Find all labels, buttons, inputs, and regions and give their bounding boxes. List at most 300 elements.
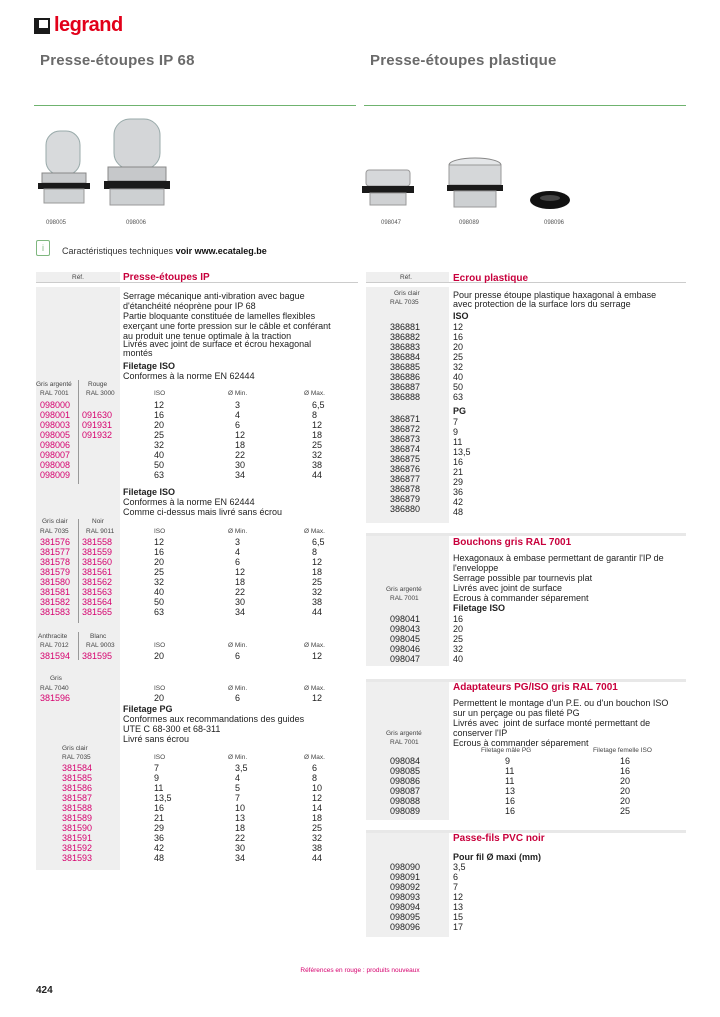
col-head-max: Ø Max. [304,754,325,761]
ref-list [62,763,92,863]
value-cell: 42 [453,497,464,507]
value-cell: 20 [453,624,464,634]
value-list [620,756,630,816]
min-cell: 30 [235,843,246,853]
ref-cell: 381558 [82,537,113,547]
ref-cell: 098087 [390,786,421,796]
min-cell: 7 [235,793,241,803]
max-cell: 18 [312,567,323,577]
value-cell: 20 [620,776,631,786]
iso-cell: 7 [154,763,160,773]
ref-cell: 098093 [390,892,421,902]
max-cell: 12 [312,651,323,661]
ref-cell: 381584 [62,763,93,773]
ref-cell: 098088 [390,796,421,806]
max-cell: 25 [312,440,323,450]
col-head: Anthracite [38,633,68,640]
value-cell: 36 [453,487,464,497]
ref-list [390,614,420,664]
min-cell: 22 [235,450,246,460]
value-cell: 9 [453,427,459,437]
value-cell: 16 [453,614,464,624]
value-list [312,537,325,617]
value-cell: 50 [453,382,464,392]
subtitle-pg: Filetage PG [123,704,173,714]
value-cell: 13 [453,902,464,912]
col-head: RAL 7035 [40,528,69,535]
max-cell: 6,5 [312,400,325,410]
col-head: Filetage femelle ISO [593,747,652,754]
desc-line: avec protection de la surface lors du serrage [453,299,631,309]
value-list [312,763,322,863]
value-list [505,756,515,816]
col-head: RAL 3000 [86,390,115,397]
desc-line: Serrage possible par tournevis plat [453,573,593,583]
subtitle-note: UTE C 68-300 et 68-311 [123,724,221,734]
ref-cell: 091932 [82,430,113,440]
product-image-098006 [100,115,180,215]
min-cell: 30 [235,597,246,607]
ref-cell: 381576 [40,537,71,547]
ref-cell: 386877 [390,474,421,484]
ref-cell: 386880 [390,504,421,514]
ref-cell: 381578 [40,557,71,567]
ref-cell: 098091 [390,872,421,882]
ref-cell: 381559 [82,547,113,557]
ref-cell: 381586 [62,783,93,793]
iso-cell: 63 [154,470,165,480]
max-cell: 10 [312,783,323,793]
iso-cell: 12 [154,537,165,547]
ref-list [82,651,112,661]
col-head: Gris clair [42,518,68,525]
col-head: Gris argenté [36,381,72,388]
ref-cell: 381588 [62,803,93,813]
legrand-logo [34,14,123,37]
min-cell: 18 [235,440,246,450]
min-cell: 4 [235,410,241,420]
ref-cell: 098095 [390,912,421,922]
max-cell: 18 [312,813,323,823]
col-head-max: Ø Max. [304,390,325,397]
subtitle-iso: Filetage ISO [453,603,506,613]
subtitle-iso: Filetage ISO [123,487,176,497]
ref-cell: 098003 [40,420,71,430]
value-list [154,693,164,703]
col-head: Gris [50,675,62,682]
col-head-min: Ø Min. [228,390,248,397]
subtitle-norm: Conformes à la norme EN 62444 [123,371,255,381]
product-image-098096 [528,188,572,212]
section-title-adaptateurs: Adaptateurs PG/ISO gris RAL 7001 [453,682,618,693]
ref-cell: 386888 [390,392,421,402]
min-cell: 18 [235,823,246,833]
value-cell: 17 [453,922,464,932]
max-cell: 25 [312,823,323,833]
ref-cell: 098007 [40,450,71,460]
max-cell: 6,5 [312,537,325,547]
max-cell: 12 [312,420,323,430]
ref-cell: 386878 [390,484,421,494]
max-cell: 32 [312,833,323,843]
value-cell: 16 [453,457,464,467]
ref-cell: 381561 [82,567,113,577]
value-cell: 16 [453,332,464,342]
max-cell: 12 [312,793,323,803]
col-head-iso: ISO [154,528,166,535]
value-cell: 12 [453,322,464,332]
max-cell: 8 [312,410,318,420]
image-caption: 098096 [544,220,565,226]
ref-cell [82,470,112,480]
desc-line: montés [123,348,153,358]
value-cell: 16 [620,756,631,766]
iso-cell: 16 [154,410,165,420]
col-head: RAL 7035 [390,299,419,306]
ref-cell: 381580 [40,577,71,587]
ref-cell: 386887 [390,382,421,392]
section-title-ecrou: Ecrou plastique [453,273,529,284]
ref-cell: 386872 [390,424,421,434]
image-caption: 098006 [126,220,147,226]
value-list [453,614,463,664]
value-cell: 7 [453,882,459,892]
col-head: RAL 7001 [390,595,419,602]
section-title-presse-etoupes-ip: Presse-étoupes IP [123,272,210,283]
info-icon: i [36,240,50,256]
max-cell: 14 [312,803,323,813]
max-cell: 44 [312,853,323,863]
iso-cell: 50 [154,597,165,607]
ref-cell: 386874 [390,444,421,454]
ref-cell: 381565 [82,607,113,617]
ref-cell: 381587 [62,793,93,803]
heading-left: Presse-étoupes IP 68 [40,52,195,69]
ref-cell: 381590 [62,823,93,833]
col-head: RAL 7001 [390,739,419,746]
value-list [235,400,245,480]
min-cell: 12 [235,430,246,440]
ref-list [40,537,70,617]
ref-cell: 091931 [82,420,113,430]
section-title-passe-fils: Passe-fils PVC noir [453,833,545,844]
image-caption: 098005 [46,220,67,226]
min-cell: 34 [235,853,246,863]
ref-cell: 386879 [390,494,421,504]
max-cell: 38 [312,460,323,470]
col-head: Gris clair [62,745,88,752]
value-list [453,322,463,402]
ref-cell: 098089 [390,806,421,816]
ref-cell [82,460,112,470]
col-head-min: Ø Min. [228,754,248,761]
ref-cell [82,440,112,450]
max-cell: 32 [312,587,323,597]
iso-cell: 20 [154,557,165,567]
max-cell: 12 [312,557,323,567]
subtitle-iso: Filetage ISO [123,361,176,371]
ref-cell: 091630 [82,410,113,420]
iso-cell: 16 [154,803,165,813]
ref-cell [82,450,112,460]
col-head-iso: ISO [154,390,166,397]
ref-cell: 381592 [62,843,93,853]
product-image-098089 [444,155,506,213]
ref-cell: 381562 [82,577,113,587]
min-cell: 6 [235,651,241,661]
ref-cell: 381585 [62,773,93,783]
value-cell: 3,5 [453,862,466,872]
value-list [312,693,322,703]
desc-line: Livrés avec joint de surface monté permettant de [453,718,651,728]
ref-cell: 098009 [40,470,71,480]
ref-cell: 381594 [40,651,71,661]
value-cell: 40 [453,654,464,664]
ref-cell: 098043 [390,624,421,634]
value-list [154,537,164,617]
value-cell: 25 [620,806,631,816]
ref-cell: 098094 [390,902,421,912]
iso-cell: 20 [154,693,165,703]
value-cell: 6 [453,872,459,882]
ref-cell: 381560 [82,557,113,567]
value-cell: 16 [505,796,516,806]
value-list [235,537,245,617]
iso-cell: 20 [154,420,165,430]
ref-cell: 386886 [390,372,421,382]
col-head-max: Ø Max. [304,685,325,692]
min-cell: 3 [235,537,241,547]
section-title-bouchons: Bouchons gris RAL 7001 [453,537,572,548]
value-cell: 13,5 [453,447,471,457]
col-head-max: Ø Max. [304,642,325,649]
value-cell: 40 [453,372,464,382]
max-cell: 38 [312,597,323,607]
iso-cell: 12 [154,400,165,410]
ref-label: Réf. [72,274,84,281]
min-cell: 6 [235,693,241,703]
value-cell: 32 [453,644,464,654]
divider-right [364,105,686,106]
ref-list [390,322,420,402]
ref-cell: 381591 [62,833,93,843]
value-cell: 15 [453,912,464,922]
max-cell: 38 [312,843,323,853]
col-head: RAL 7001 [40,390,69,397]
ref-label: Réf. [400,274,412,281]
subtitle-norm: Conformes à la norme EN 62444 [123,497,255,507]
min-cell: 5 [235,783,241,793]
desc-line: Permettent le montage d'un P.E. ou d'un bouchon ISO [453,698,669,708]
iso-cell: 36 [154,833,165,843]
min-cell: 4 [235,547,241,557]
footer-note: Références en rouge : produits nouveaux [300,967,420,974]
max-cell: 44 [312,470,323,480]
col-head: Blanc [90,633,107,640]
ref-cell: 386882 [390,332,421,342]
subtitle-note: Comme ci-dessus mais livré sans écrou [123,507,283,517]
col-head: RAL 7035 [62,754,91,761]
iso-cell: 21 [154,813,165,823]
iso-cell: 25 [154,567,165,577]
col-head-max: Ø Max. [304,528,325,535]
brand-name: legrand [54,14,123,36]
desc-line: Partie bloquante constituée de lamelles flexibles [123,311,316,321]
col-head: RAL 7040 [40,685,69,692]
max-cell: 18 [312,430,323,440]
ref-cell: 098047 [390,654,421,664]
desc-line: Ecrous à commander séparement [453,738,589,748]
col-head: RAL 9003 [86,642,115,649]
min-cell: 22 [235,833,246,843]
iso-cell: 13,5 [154,793,172,803]
desc-line: Serrage mécanique anti-vibration avec bague [123,291,305,301]
subtitle-note: Livré sans écrou [123,734,190,744]
ref-cell: 098096 [390,922,421,932]
value-cell: 11 [453,437,463,447]
min-cell: 13 [235,813,246,823]
desc-line: Hexagonaux à embase permettant de garantir l'IP de [453,553,664,563]
desc-line: l'enveloppe [453,563,499,573]
divider-left [34,105,356,106]
ref-cell: 098084 [390,756,421,766]
ref-cell: 098001 [40,410,71,420]
min-cell: 10 [235,803,246,813]
value-list [453,862,466,932]
min-cell: 6 [235,557,241,567]
ref-cell: 381581 [40,587,71,597]
ref-cell: 381564 [82,597,113,607]
ref-cell: 381563 [82,587,113,597]
value-list [235,651,240,661]
value-cell: 11 [505,766,515,776]
iso-cell: 32 [154,440,165,450]
iso-cell: 40 [154,587,165,597]
min-cell: 12 [235,567,246,577]
heading-right: Presse-étoupes plastique [370,52,557,69]
ref-cell: 098005 [40,430,71,440]
ref-cell: 381582 [40,597,71,607]
ref-cell: 386873 [390,434,421,444]
col-head-min: Ø Min. [228,528,248,535]
ref-cell: 381589 [62,813,93,823]
page-number: 424 [36,985,53,996]
max-cell: 8 [312,773,318,783]
max-cell: 44 [312,607,323,617]
col-head-iso: ISO [154,685,166,692]
subtitle-iso: ISO [453,311,469,321]
value-cell: 12 [453,892,464,902]
value-list [235,763,248,863]
iso-cell: 48 [154,853,165,863]
ref-cell: 381583 [40,607,71,617]
technical-info[interactable]: Caractéristiques techniques voir www.ecataleg.be [62,246,267,256]
value-list [154,763,172,863]
ref-cell: 098006 [40,440,71,450]
subtitle: Pour fil Ø maxi (mm) [453,852,542,862]
desc-line: exerçant une forte pression sur le câble et conférant [123,321,331,331]
legrand-logo-icon [34,18,50,34]
min-cell: 18 [235,577,246,587]
iso-cell: 16 [154,547,165,557]
ref-cell: 381579 [40,567,71,577]
col-head: Filetage mâle PG [481,747,532,754]
ref-list [390,862,420,932]
product-image-098047 [360,168,416,210]
ref-cell: 098090 [390,862,421,872]
ref-cell: 381577 [40,547,71,557]
ref-list [82,537,112,617]
ref-cell: 098085 [390,766,421,776]
ref-list [390,414,420,514]
value-list [154,400,164,480]
ref-list [390,756,420,816]
iso-cell: 40 [154,450,165,460]
col-head: Rouge [88,381,108,388]
max-cell: 32 [312,450,323,460]
iso-cell: 25 [154,430,165,440]
iso-cell: 20 [154,651,165,661]
min-cell: 3,5 [235,763,248,773]
value-list [312,400,325,480]
ref-cell: 098046 [390,644,421,654]
iso-cell: 29 [154,823,165,833]
min-cell: 22 [235,587,246,597]
subtitle-pg: PG [453,406,467,416]
min-cell: 34 [235,470,246,480]
min-cell: 3 [235,400,241,410]
ref-cell: 386876 [390,464,421,474]
value-cell: 16 [620,766,631,776]
value-cell: 25 [453,352,464,362]
ref-cell: 386884 [390,352,421,362]
desc-line: Ecrous à commander séparement [453,593,589,603]
iso-cell: 32 [154,577,165,587]
iso-cell: 50 [154,460,165,470]
iso-cell: 9 [154,773,160,783]
col-head-min: Ø Min. [228,685,248,692]
value-cell: 16 [505,806,516,816]
ref-cell: 098086 [390,776,421,786]
ref-cell: 098008 [40,460,71,470]
value-list [235,693,240,703]
iso-cell: 42 [154,843,165,853]
ref-cell: 386885 [390,362,421,372]
desc-line: Livrés avec joint de surface [453,583,563,593]
value-cell: 7 [453,417,459,427]
ref-cell: 098092 [390,882,421,892]
ref-cell [82,400,112,410]
col-head: Gris argenté [386,586,422,593]
ref-cell: 381596 [40,693,71,703]
col-head: Noir [92,518,104,525]
col-head: RAL 7012 [40,642,69,649]
min-cell: 30 [235,460,246,470]
col-head-min: Ø Min. [228,642,248,649]
value-cell: 63 [453,392,464,402]
desc-line: conserver l'IP [453,728,508,738]
ref-list [40,400,70,480]
value-cell: 20 [453,342,464,352]
col-head: Gris clair [394,290,420,297]
desc-line: Livrés avec joint de surface et écrou hexagonal [123,339,312,349]
desc-line: sur un perçage ou pas fileté PG [453,708,580,718]
subtitle-note: Conformes aux recommandations des guides [123,714,305,724]
min-cell: 4 [235,773,241,783]
ref-cell: 381595 [82,651,113,661]
value-cell: 29 [453,477,464,487]
value-cell: 21 [453,467,464,477]
